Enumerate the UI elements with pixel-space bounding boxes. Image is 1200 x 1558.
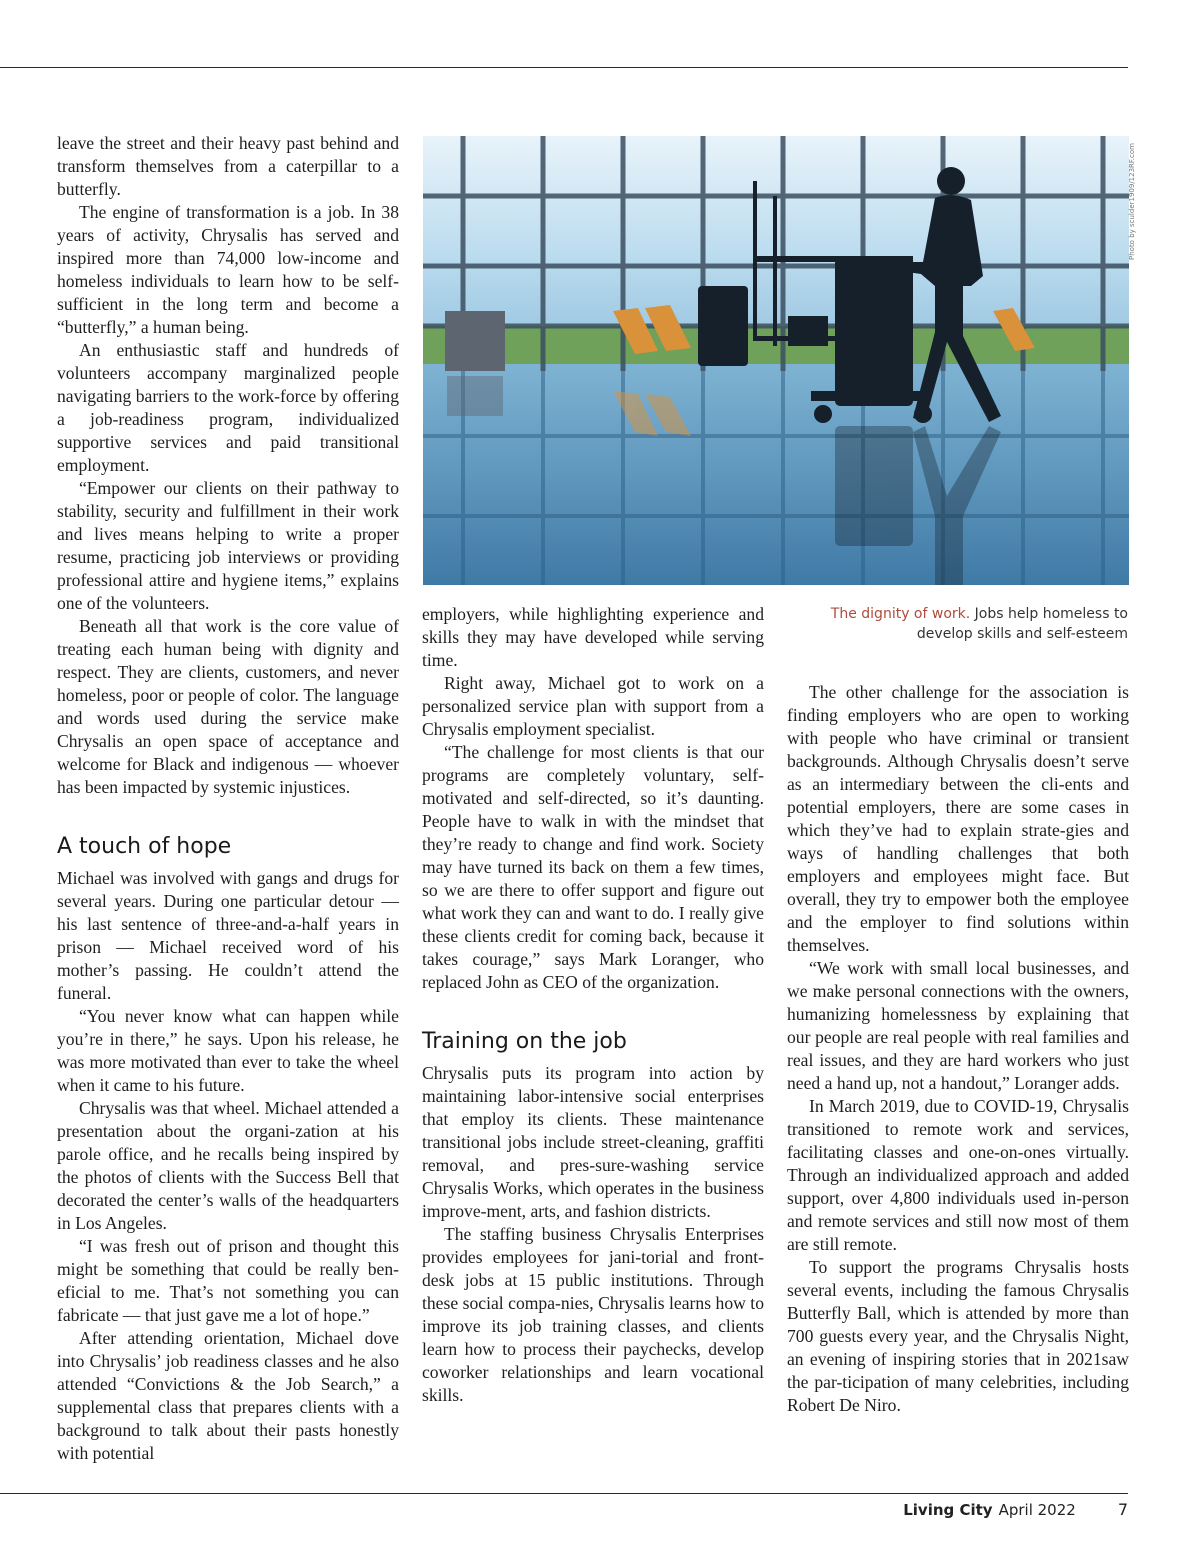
- article-column-3: [787, 681, 1129, 1417]
- issue-date: April 2022: [998, 1501, 1076, 1519]
- paragraph: Right away, Michael got to work on a personalized service plan with support from a Chrysalis employment specialist.: [422, 673, 764, 739]
- caption-lead: The dignity of work.: [830, 606, 971, 622]
- page-footer: [903, 1500, 1128, 1519]
- photo-credit: Photo by sculder1909/123RF.com: [1128, 143, 1136, 260]
- janitor-cart-photo-illustration: [423, 136, 1129, 585]
- top-rule: [0, 67, 1128, 68]
- section-heading: A touch of hope: [57, 834, 232, 859]
- paragraph: Beneath all that work is the core value of treating each human being with dignity and respect. They are clients, customers, and never homeless, poor or people of color. The language and words used during the service make Chrysalis an open space of acceptance and welcome for Black and indigenous — whoever has been impacted by systemic injustices.: [57, 616, 399, 797]
- paragraph: “You never know what can happen while you’re in there,” he says. Upon his release, he was more motivated than ever to take the wheel when it came to his future.: [57, 1006, 399, 1095]
- paragraph: The engine of transformation is a job. In 38 years of activity, Chrysalis has served and inspired more than 74,000 low-income and homeless individuals to learn how to be self-sufficient in the long term and become a “butterfly,” a human being.: [57, 202, 399, 337]
- paragraph: “The challenge for most clients is that our programs are completely voluntary, self-motivated and self-directed, so it’s daunting. People have to walk in with the mindset that they’re ready to change and find work. Society may have turned its back on them a few times, so we are there to offer support and figure out what work they can and want to do. I really give these clients credit for coming back, because it takes courage,” says Mark Loranger, who replaced John as CEO of the organization.: [422, 742, 764, 992]
- article-column-1: [57, 132, 399, 1465]
- page-number: 7: [1117, 1500, 1128, 1519]
- paragraph: employers, while highlighting experience and skills they may have developed while serving time.: [422, 604, 764, 670]
- paragraph: Chrysalis puts its program into action by maintaining labor-intensive social enterprises that employ its clients. These maintenance transitional jobs include street-cleaning, graffiti removal, and pres-sure-washing service Chrysalis Works, which operates in the business improve-ment, arts, and fashion districts.: [422, 1063, 764, 1221]
- photo-caption: [788, 604, 1128, 644]
- article-photo: [423, 136, 1129, 585]
- paragraph: “Empower our clients on their pathway to stability, security and fulfillment in their work and lives means helping to write a proper resume, practicing job interviews or providing professional attire and hygiene items,” explains one of the volunteers.: [57, 478, 399, 613]
- paragraph: After attending orientation, Michael dove into Chrysalis’ job readiness classes and he also attended “Convictions & the Job Search,” a supplemental class that prepares clients with a background to talk about their pasts honestly with potential: [57, 1328, 399, 1463]
- bottom-rule: [0, 1493, 1128, 1494]
- paragraph: An enthusiastic staff and hundreds of volunteers accompany marginalized people navigating barriers to the work-force by offering a job-readiness program, individualized supportive services and paid transitional employment.: [57, 340, 399, 475]
- paragraph: The other challenge for the association is finding employers who are open to working with people who have criminal or transient backgrounds. Although Chrysalis doesn’t serve as an intermediary between the cli-ents and potential employers, there are some cases in which they’ve had to explain strate-gies and ways of handling challenges that both employers and employees might face. But overall, they try to empower both the employee and the employer to find solutions within themselves.: [787, 682, 1129, 955]
- section-heading: Training on the job: [422, 1029, 627, 1054]
- paragraph: In March 2019, due to COVID-19, Chrysalis transitioned to remote work and services, facilitating classes and one-on-ones virtually. Through an individualized approach and added support, over 4,800 individuals used in-person and remote services and still now most of them are still remote.: [787, 1096, 1129, 1254]
- magazine-name: Living City: [903, 1501, 993, 1519]
- article-column-2: [422, 603, 764, 1407]
- paragraph: Michael was involved with gangs and drugs for several years. During one particular detour — his last sentence of three-and-a-half years in prison — Michael received word of his mother’s passing. He couldn’t attend the funeral.: [57, 868, 399, 1003]
- paragraph: leave the street and their heavy past behind and transform themselves from a caterpillar to a butterfly.: [57, 133, 399, 199]
- paragraph: “We work with small local businesses, and we make personal connections with the owners, humanizing homelessness by explaining that our people are real people with real families and real issues, and they are hard workers who just need a hand up, not a handout,” Loranger adds.: [787, 958, 1129, 1093]
- paragraph: To support the programs Chrysalis hosts several events, including the famous Chrysalis Butterfly Ball, which is attended by more than 700 guests every year, and the Chrysalis Night, an evening of inspiring stories that in 2021saw the par-ticipation of many celebrities, including Robert De Niro.: [787, 1257, 1129, 1415]
- caption-text: Jobs help homeless to develop skills and self-esteem: [916, 606, 1128, 642]
- paragraph: The staffing business Chrysalis Enterprises provides employees for jani-torial and front-desk jobs at 15 public institutions. Through these social compa-nies, Chrysalis learns how to improve its job training classes, and clients learn how to process their paychecks, develop coworker relationships and learn vocational skills.: [422, 1224, 764, 1405]
- paragraph: Chrysalis was that wheel. Michael attended a presentation about the organi-zation at his parole office, and he recalls being inspired by the photos of clients with the Success Bell that decorated the center’s walls of the headquarters in Los Angeles.: [57, 1098, 399, 1233]
- paragraph: “I was fresh out of prison and thought this might be something that could be really ben-eficial to me. That’s not something you can fabricate — that just gave me a lot of hope.”: [57, 1236, 399, 1325]
